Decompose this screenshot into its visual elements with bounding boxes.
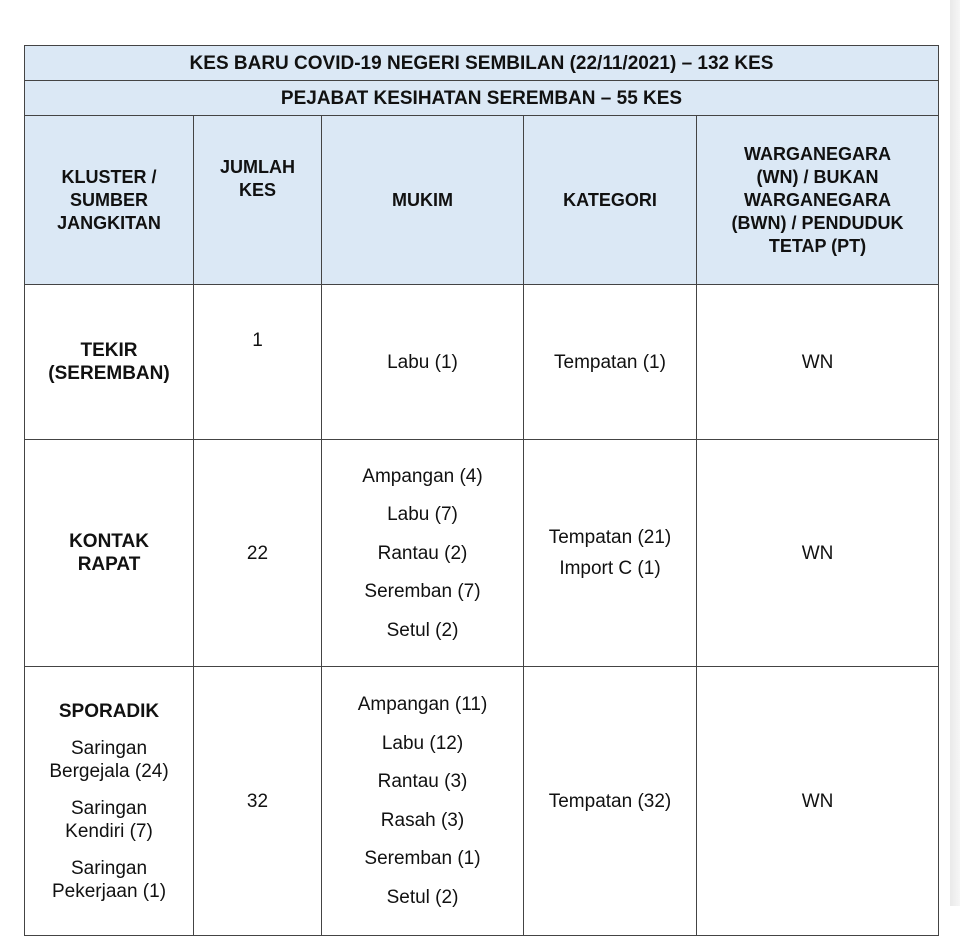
cell-mukim <box>322 440 524 667</box>
header-mukim: MUKIM <box>322 116 524 285</box>
mukim-item: Seremban (1) <box>364 848 481 870</box>
header-row <box>25 116 939 285</box>
mukim-item: Setul (2) <box>386 886 459 908</box>
kluster-sub-item: Saringan Pekerjaan (1) <box>51 857 167 902</box>
mukim-item: Rasah (3) <box>380 809 465 831</box>
cell-jumlah: 32 <box>194 667 322 936</box>
kluster-title: SPORADIK <box>58 700 160 722</box>
mukim-item: Seremban (7) <box>364 581 481 602</box>
kategori-item: Import C (1) <box>559 558 661 579</box>
cell-wn: WN <box>697 440 939 667</box>
mukim-item: Ampangan (11) <box>357 694 488 716</box>
kategori-item: Tempatan (32) <box>548 790 672 812</box>
mukim-item: Rantau (3) <box>377 771 468 793</box>
cell-jumlah: 22 <box>194 440 322 667</box>
table-title: KES BARU COVID-19 NEGERI SEMBILAN (22/11/2021) – 132 KES <box>25 46 939 81</box>
mukim-item: Rantau (2) <box>377 542 468 564</box>
subtitle-row <box>25 81 939 116</box>
title-row <box>25 46 939 81</box>
cell-jumlah: 1 <box>194 285 322 440</box>
cell-kategori <box>524 440 697 667</box>
cell-kategori: Tempatan (1) <box>524 285 697 440</box>
table-row <box>25 440 939 667</box>
cell-kluster: TEKIR (SEREMBAN) <box>25 285 194 440</box>
kluster-sub-item: Saringan Bergejala (24) <box>49 737 169 782</box>
cell-kategori <box>524 667 697 936</box>
cell-mukim: Labu (1) <box>322 285 524 440</box>
header-jumlah: JUMLAH KES <box>194 116 322 285</box>
cell-mukim <box>322 667 524 936</box>
mukim-item: Ampangan (4) <box>362 465 483 487</box>
header-warganegara: WARGANEGARA (WN) / BUKAN WARGANEGARA (BWN) / PENDUDUK TETAP (PT) <box>697 116 939 285</box>
page-edge-shadow <box>950 0 960 906</box>
kluster-sub-item: Saringan Kendiri (7) <box>65 797 153 842</box>
header-kluster: KLUSTER / SUMBER JANGKITAN <box>25 116 194 285</box>
cell-wn: WN <box>697 667 939 936</box>
covid-cases-table <box>24 45 939 936</box>
table-subtitle: PEJABAT KESIHATAN SEREMBAN – 55 KES <box>25 81 939 116</box>
cell-wn: WN <box>697 285 939 440</box>
cell-kluster: KONTAK RAPAT <box>25 440 194 667</box>
table-row <box>25 667 939 936</box>
mukim-item: Labu (12) <box>381 732 464 754</box>
table-row <box>25 285 939 440</box>
mukim-item: Labu (7) <box>387 504 458 525</box>
header-kategori: KATEGORI <box>524 116 697 285</box>
cell-kluster <box>25 667 194 936</box>
mukim-item: Setul (2) <box>386 619 459 641</box>
kategori-item: Tempatan (21) <box>548 527 672 548</box>
